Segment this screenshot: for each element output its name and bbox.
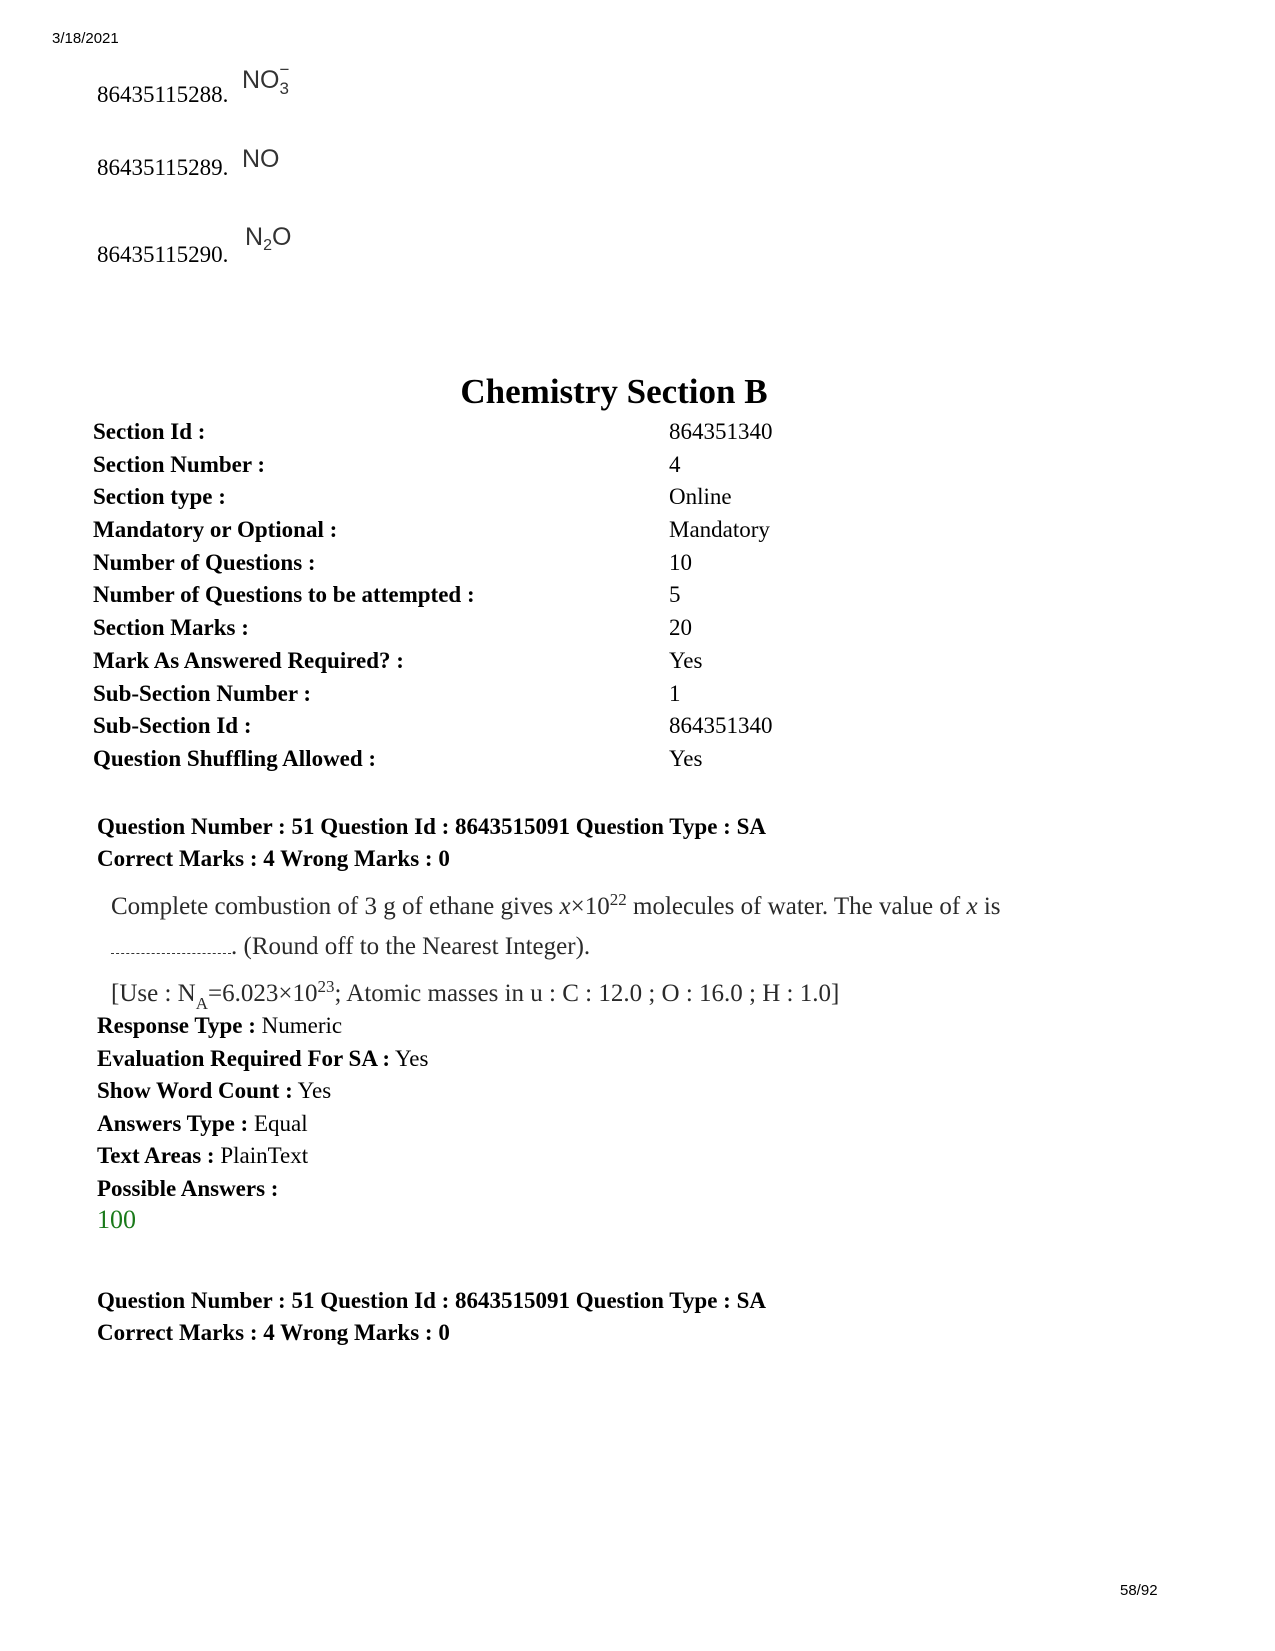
formula-nitrate bbox=[242, 60, 294, 98]
info-label: Section type : bbox=[93, 484, 226, 510]
q-exponent: 22 bbox=[609, 890, 627, 909]
info-label: Number of Questions : bbox=[93, 549, 316, 575]
meta-key: Answers Type : bbox=[97, 1110, 249, 1136]
meta-row bbox=[97, 1140, 428, 1173]
page-number: 58/92 bbox=[1120, 1582, 1158, 1599]
q-exponent: 23 bbox=[317, 977, 335, 996]
question-meta bbox=[97, 1010, 428, 1206]
info-value: Yes bbox=[669, 745, 703, 771]
question-text bbox=[111, 880, 1171, 1024]
formula-subscript: 3 bbox=[279, 79, 289, 98]
question-marks-line: Correct Marks : 4 Wrong Marks : 0 bbox=[97, 846, 450, 871]
formula-charge: − bbox=[279, 60, 290, 79]
info-label: Sub-Section Number : bbox=[93, 680, 312, 706]
formula-nitric-oxide bbox=[242, 145, 280, 174]
info-value: 10 bbox=[669, 549, 692, 575]
info-label: Question Shuffling Allowed : bbox=[93, 745, 377, 771]
q-times: ×10 bbox=[570, 893, 610, 920]
formula-n: N bbox=[245, 223, 264, 251]
q-text-part: molecules of water. The value of bbox=[626, 893, 967, 920]
formula-o: O bbox=[271, 223, 292, 251]
info-value: 4 bbox=[669, 451, 681, 477]
meta-key: Text Areas : bbox=[97, 1143, 215, 1169]
info-value: 1 bbox=[669, 680, 681, 706]
q-text-part: . (Round off to the Nearest Integer). bbox=[231, 933, 591, 960]
print-date: 3/18/2021 bbox=[52, 30, 119, 47]
info-label: Mandatory or Optional : bbox=[93, 517, 338, 543]
meta-value: Numeric bbox=[255, 1013, 343, 1038]
option-row bbox=[97, 242, 228, 268]
meta-value: Equal bbox=[248, 1110, 308, 1136]
formula-base: NO bbox=[242, 66, 280, 94]
question-header-line: Question Number : 51 Question Id : 8643515091 Question Type : SA bbox=[97, 814, 766, 839]
option-row bbox=[97, 82, 228, 108]
info-label: Section Id : bbox=[93, 419, 206, 444]
meta-row bbox=[97, 1108, 428, 1141]
option-id: 86435115288. bbox=[97, 82, 229, 107]
formula-subscript: 2 bbox=[263, 237, 272, 254]
question-line-1 bbox=[111, 880, 1171, 927]
q-text-part: Complete combustion of 3 g of ethane gives bbox=[111, 893, 560, 920]
q-text-part: =6.023×10 bbox=[208, 980, 318, 1007]
info-label: Section Number : bbox=[93, 451, 266, 477]
meta-value: Yes bbox=[292, 1078, 332, 1104]
info-value: Yes bbox=[669, 647, 703, 673]
meta-row bbox=[97, 1075, 428, 1108]
answer-blank bbox=[111, 933, 231, 954]
q-text-part: [Use : N bbox=[111, 980, 196, 1007]
info-label: Section Marks : bbox=[93, 615, 249, 641]
info-value: 864351340 bbox=[669, 713, 773, 739]
info-value: Mandatory bbox=[669, 517, 770, 543]
section-title: Chemistry Section B bbox=[460, 372, 768, 411]
meta-value: Yes bbox=[390, 1045, 429, 1071]
info-value: Online bbox=[669, 484, 732, 510]
info-label: Mark As Answered Required? : bbox=[93, 647, 404, 673]
question-marks-line: Correct Marks : 4 Wrong Marks : 0 bbox=[97, 1320, 450, 1345]
meta-key: Response Type : bbox=[97, 1013, 256, 1038]
meta-row bbox=[97, 1010, 428, 1043]
question-header-line: Question Number : 51 Question Id : 8643515091 Question Type : SA bbox=[97, 1288, 766, 1313]
q-text-part: is bbox=[977, 893, 1001, 920]
meta-row bbox=[97, 1173, 428, 1206]
q-text-part: ; Atomic masses in u : C : 12.0 ; O : 16.0 ; H : 1.0] bbox=[334, 980, 840, 1007]
info-value: 20 bbox=[669, 615, 692, 641]
q-var-x: x bbox=[559, 893, 571, 920]
question-line-2 bbox=[111, 927, 1171, 967]
meta-key: Evaluation Required For SA : bbox=[97, 1045, 391, 1071]
q-var-x: x bbox=[966, 893, 978, 920]
meta-key: Show Word Count : bbox=[97, 1078, 293, 1104]
info-label: Sub-Section Id : bbox=[93, 713, 252, 739]
meta-row bbox=[97, 1043, 428, 1076]
option-id: 86435115289. bbox=[97, 155, 229, 180]
meta-value: PlainText bbox=[214, 1143, 309, 1169]
meta-key: Possible Answers : bbox=[97, 1175, 279, 1201]
formula-base: NO bbox=[242, 145, 280, 173]
option-row bbox=[97, 155, 228, 181]
option-id: 86435115290. bbox=[97, 242, 229, 267]
info-value: 864351340 bbox=[669, 419, 773, 444]
possible-answer: 100 bbox=[97, 1205, 136, 1234]
q-subscript: A bbox=[195, 994, 208, 1013]
info-value: 5 bbox=[669, 582, 681, 608]
info-label: Number of Questions to be attempted : bbox=[93, 582, 475, 608]
formula-nitrous-oxide bbox=[245, 223, 291, 255]
question-header bbox=[97, 1285, 766, 1349]
formula-sup-sub bbox=[279, 60, 294, 98]
question-header bbox=[97, 811, 766, 875]
